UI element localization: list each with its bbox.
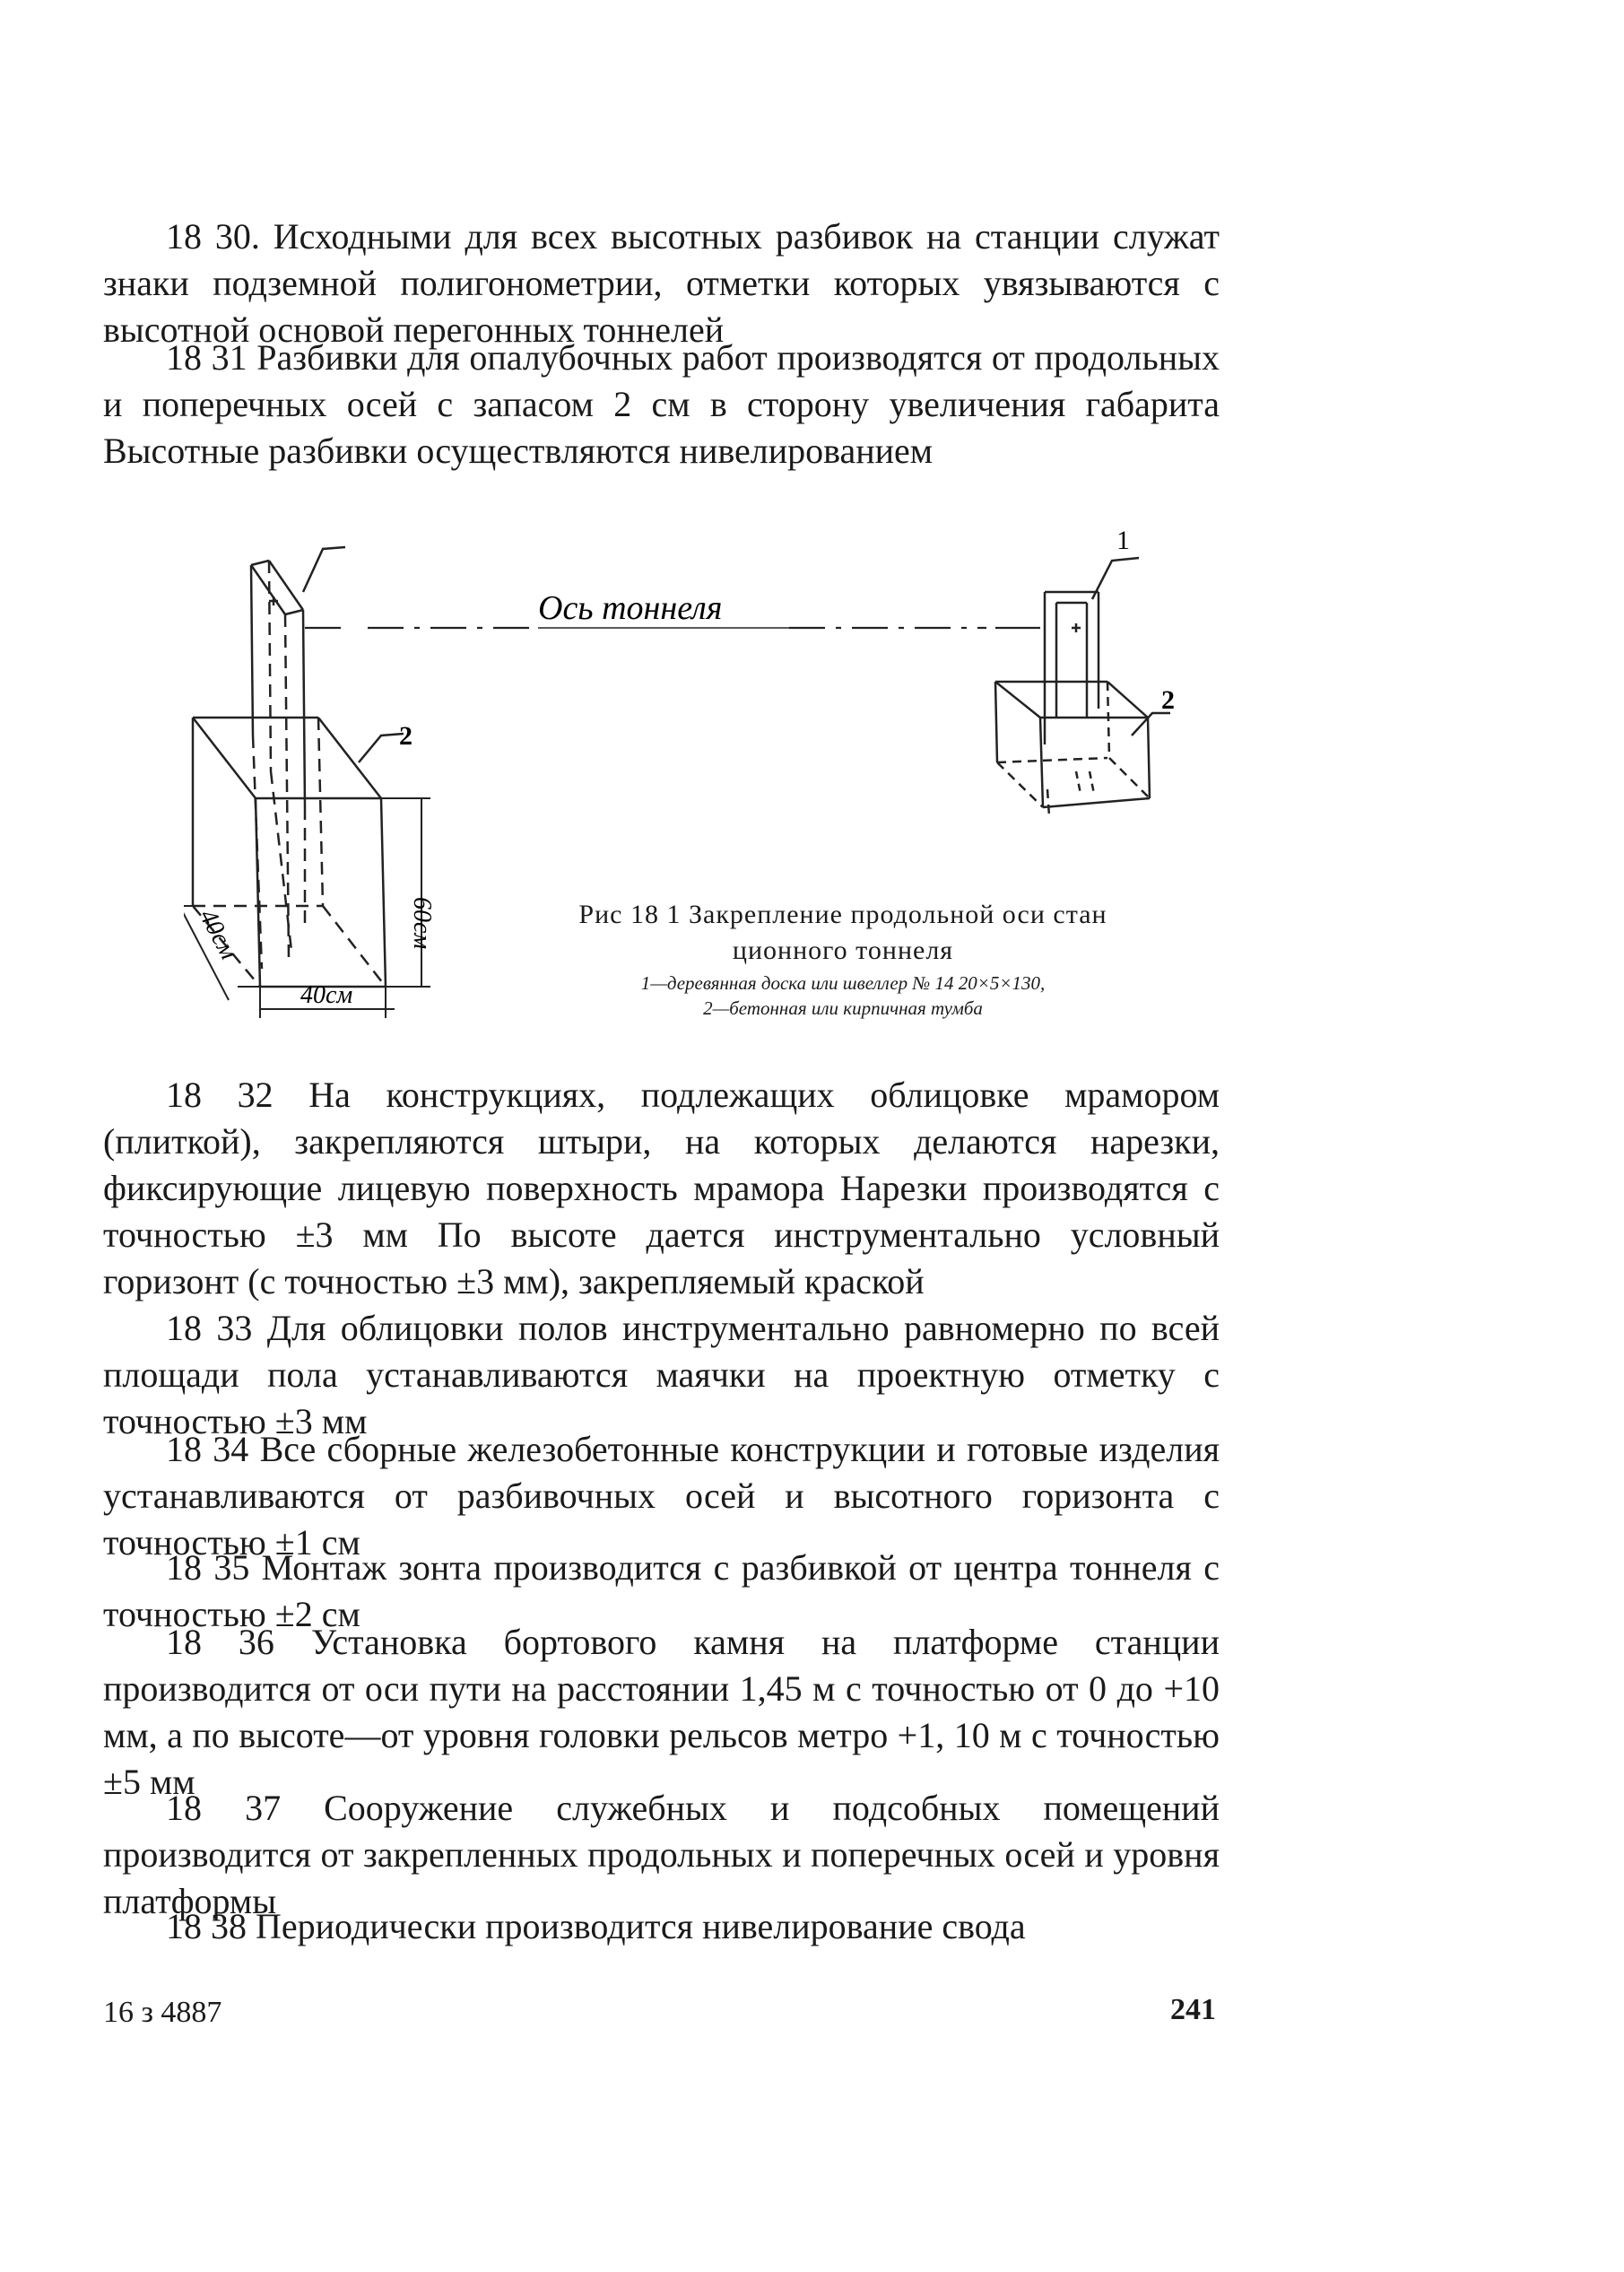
figure-caption (502, 897, 1184, 969)
printer-signature: 16 з 4887 (103, 1996, 222, 2029)
dimension-depth-label: 40см (193, 904, 243, 964)
right-board (1045, 592, 1099, 816)
paragraph-18-35: 18 35 Монтаж зонта производится с разбивкой от центра тоннеля с точностью ±2 см (103, 1547, 1220, 1634)
page-number: 241 (1170, 1993, 1216, 2026)
dimension-height-label: 60см (408, 897, 436, 950)
paragraph-18-31: 18 31 Разбивки для опалубочных работ производятся от продольных и поперечных осей с запасом 2 см в сторону увеличения габарита Высотные разбивки осуществляются нивелированием (103, 337, 1220, 471)
axis-label: Ось тоннеля (538, 589, 723, 627)
paragraph-18-34: 18 34 Все сборные железобетонные конструкции и готовые изделия устанавливаются от разбивочных осей и высотного горизонта с точностью ±1 см (103, 1429, 1220, 1563)
figure-caption-line-2: ционного тоннеля (732, 936, 954, 965)
right-block (995, 682, 1150, 807)
callout-2-right: 2 (1161, 685, 1175, 715)
paragraph-18-38: 18 38 Периодически производится нивелирование свода (166, 1906, 1026, 1946)
figure-legend-line-2: 2—бетонная или кирпичная тумба (703, 997, 983, 1019)
paragraph-18-30: 18 30. Исходными для всех высотных разбивок на станции служат знаки подземной полигонометрии, отметки которых увязываются с высотной основой перегонных тоннелей (103, 216, 1220, 350)
paragraph-18-32: 18 32 На конструкциях, подлежащих облицовке мрамором (плиткой), закрепляются штыри, на которых делаются нарезки, фиксирующие лицевую поверхность мрамора Нарезки производятся с точностью ±3 мм По высоте дается инструментально условный горизонт (с точностью ±3 мм), закрепляемый краской (103, 1075, 1220, 1301)
paragraph-18-36: 18 36 Установка бортового камня на платформе станции производится от оси пути на расстоянии 1,45 м с точностью от 0 до +10 мм, а по высоте—от уровня головки рельсов метро +1, 10 м с точностью ±5 мм (103, 1622, 1220, 1802)
dimension-width-label: 40см (300, 981, 353, 1009)
figure-legend (502, 971, 1184, 1021)
callout-2-left: 2 (399, 721, 413, 751)
figure-caption-line-1: Рис 18 1 Закрепление продольной оси стан (578, 900, 1107, 929)
figure-legend-line-1: 1—деревянная доска или швеллер № 14 20×5×130, (640, 972, 1046, 994)
paragraph-18-37: 18 37 Сооружение служебных и подсобных помещений производится от закрепленных продольных и поперечных осей и уровня платформы (103, 1788, 1220, 1921)
callout-1: 1 (1116, 526, 1130, 555)
paragraph-18-33: 18 33 Для облицовки полов инструментально равномерно по всей площади пола устанавливаются маячки на проектную отметку с точностью ±3 мм (103, 1308, 1220, 1441)
